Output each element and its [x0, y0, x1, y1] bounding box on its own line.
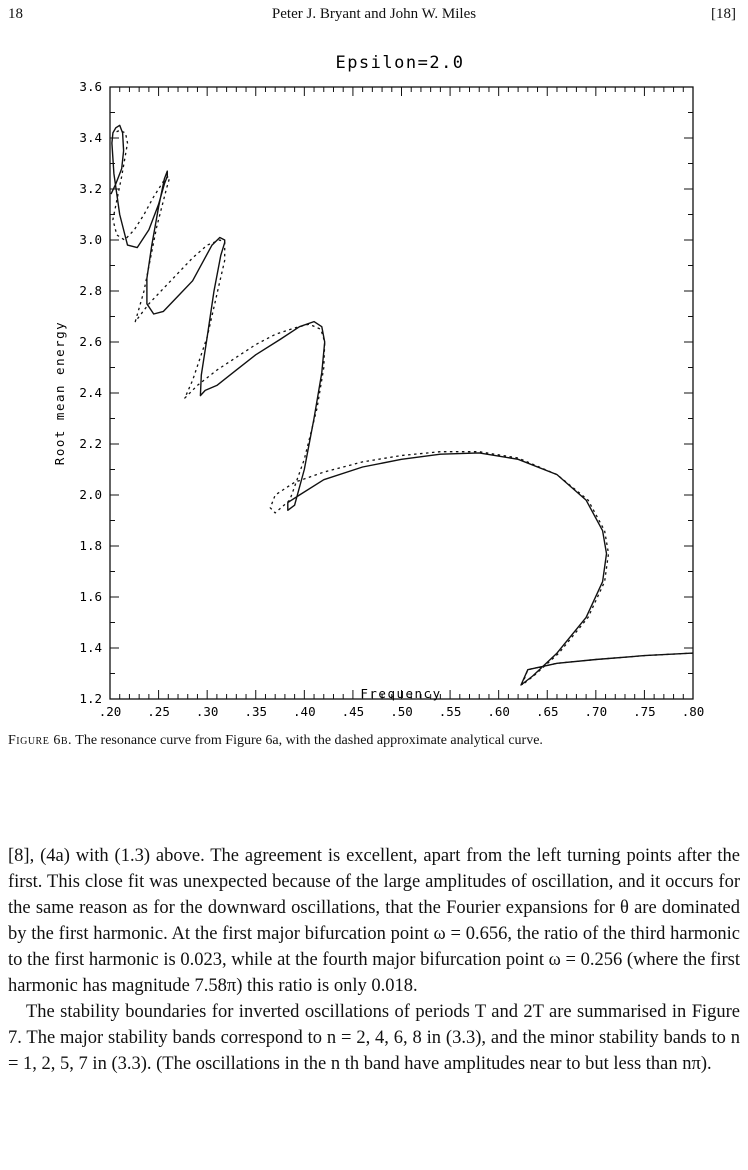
x-tick-label: .45: [341, 704, 365, 719]
axis-ticks: [110, 87, 693, 699]
y-axis-label: Root mean energy: [52, 320, 67, 466]
figure-caption: [8, 731, 740, 751]
y-tick-label: 2.6: [79, 334, 102, 349]
plot-frame: [110, 87, 693, 699]
x-tick-label: .20: [98, 704, 122, 719]
x-axis-label: Frequency: [360, 686, 442, 701]
x-tick-label: .25: [147, 704, 170, 719]
y-tick-label: 2.2: [79, 436, 102, 451]
y-tick-label: 2.0: [79, 487, 102, 502]
y-tick-labels: [79, 79, 102, 706]
x-tick-label: .65: [535, 704, 559, 719]
running-header: [8, 6, 740, 28]
caption-text: The resonance curve from Figure 6a, with the dashed approximate analytical curve.: [75, 733, 543, 748]
reference-number: [18]: [711, 6, 736, 22]
x-tick-label: .60: [487, 704, 510, 719]
x-tick-label: .75: [633, 704, 656, 719]
y-tick-label: 1.8: [79, 538, 102, 553]
resonance-chart: [0, 40, 748, 719]
x-tick-label: .70: [584, 704, 608, 719]
x-tick-label: .30: [195, 704, 219, 719]
chart-title: Epsilon=2.0: [335, 53, 465, 73]
y-tick-label: 2.8: [79, 283, 102, 298]
paragraph: The stability boundaries for inverted oscillations of periods T and 2T are summarised in Figure 7. The major stability bands correspond to n = 2, 4, 6, 8 in (3.3), and the minor stability bands to n = 1, 2, 5, 7 in (3.3). (The oscillations in the n th band have amplitudes near to but less than nπ).: [8, 1002, 740, 1074]
y-tick-label: 2.4: [79, 385, 102, 400]
figure-label: Figure 6b.: [8, 733, 73, 748]
running-authors: Peter J. Bryant and John W. Miles: [271, 6, 477, 22]
x-tick-label: .80: [681, 704, 705, 719]
y-tick-label: 1.4: [79, 640, 102, 655]
paragraph: [8], (4a) with (1.3) above. The agreement is excellent, apart from the left turning points after the first. This close fit was unexpected because of the large amplitudes of oscillation, and it occurs for the same reason as for the downward oscillations, that the Fourier expansions for θ are dominated by the first harmonic. At the first major bifurcation point ω = 0.656, the ratio of the third harmonic to the first harmonic is 0.023, while at the fourth major bifurcation point ω = 0.256 (where the first harmonic has magnitude 7.58π) this ratio is only 0.018.: [8, 846, 740, 996]
approximate-analytical-curve: [113, 130, 693, 685]
page-number: 18: [8, 6, 23, 22]
x-tick-label: .50: [390, 704, 413, 719]
y-tick-label: 3.6: [79, 79, 102, 94]
x-tick-labels: [99, 704, 705, 719]
y-tick-label: 3.2: [79, 181, 102, 196]
resonance-curve: [111, 125, 693, 685]
curves: [111, 125, 693, 685]
x-tick-label: .55: [438, 704, 462, 719]
x-tick-label: .35: [244, 704, 268, 719]
y-tick-label: 1.6: [79, 589, 102, 604]
y-tick-label: 1.2: [79, 691, 102, 706]
y-tick-label: 3.4: [79, 130, 102, 145]
body-text: [8, 843, 740, 1077]
x-tick-label: .40: [293, 704, 316, 719]
y-tick-label: 3.0: [79, 232, 102, 247]
